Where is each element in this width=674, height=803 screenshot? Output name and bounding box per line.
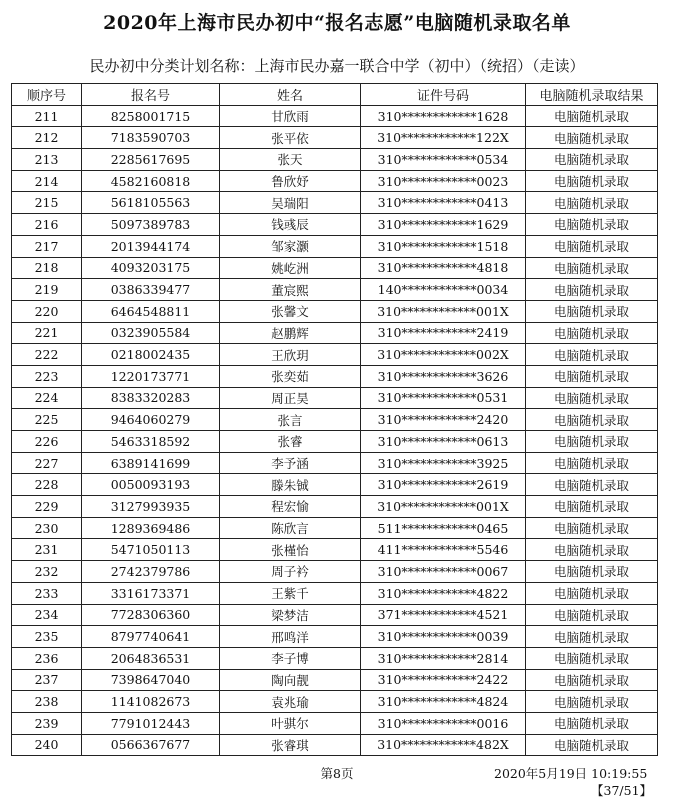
- cell-reg-no: 5097389783: [82, 214, 220, 236]
- cell-id-no: 310************3925: [361, 452, 526, 474]
- cell-name: 周正昊: [220, 387, 361, 409]
- cell-seq: 233: [12, 582, 82, 604]
- table-row: [12, 235, 658, 257]
- cell-id-no: 310************0531: [361, 387, 526, 409]
- cell-reg-no: 1141082673: [82, 691, 220, 713]
- table-row: [12, 474, 658, 496]
- cell-id-no: 310************482X: [361, 734, 526, 756]
- cell-result: 电脑随机录取: [526, 669, 658, 691]
- table-row: [12, 496, 658, 518]
- table-row: [12, 539, 658, 561]
- cell-id-no: 310************2420: [361, 409, 526, 431]
- timestamp: 2020年5月19日 10:19:55: [494, 766, 648, 781]
- cell-reg-no: 5471050113: [82, 539, 220, 561]
- cell-reg-no: 8383320283: [82, 387, 220, 409]
- cell-seq: 229: [12, 496, 82, 518]
- cell-seq: 240: [12, 734, 82, 756]
- cell-result: 电脑随机录取: [526, 365, 658, 387]
- table-row: [12, 387, 658, 409]
- cell-id-no: 310************1518: [361, 235, 526, 257]
- cell-reg-no: 9464060279: [82, 409, 220, 431]
- cell-result: 电脑随机录取: [526, 691, 658, 713]
- table-row: [12, 626, 658, 648]
- cell-result: 电脑随机录取: [526, 474, 658, 496]
- table-row: [12, 170, 658, 192]
- cell-name: 张平依: [220, 127, 361, 149]
- cell-seq: 216: [12, 214, 82, 236]
- cell-reg-no: 7728306360: [82, 604, 220, 626]
- cell-id-no: 310************0534: [361, 149, 526, 171]
- cell-reg-no: 8797740641: [82, 626, 220, 648]
- cell-name: 邹家灏: [220, 235, 361, 257]
- table-row: [12, 105, 658, 127]
- cell-reg-no: 0218002435: [82, 344, 220, 366]
- cell-name: 甘欣雨: [220, 105, 361, 127]
- cell-result: 电脑随机录取: [526, 582, 658, 604]
- cell-seq: 222: [12, 344, 82, 366]
- cell-reg-no: 2064836531: [82, 647, 220, 669]
- cell-result: 电脑随机录取: [526, 105, 658, 127]
- header-result: 电脑随机录取结果: [526, 84, 658, 106]
- table-row: [12, 127, 658, 149]
- cell-reg-no: 8258001715: [82, 105, 220, 127]
- cell-result: 电脑随机录取: [526, 431, 658, 453]
- cell-seq: 214: [12, 170, 82, 192]
- cell-result: 电脑随机录取: [526, 712, 658, 734]
- cell-result: 电脑随机录取: [526, 235, 658, 257]
- cell-name: 张睿: [220, 431, 361, 453]
- table-row: [12, 149, 658, 171]
- table-row: [12, 669, 658, 691]
- table-header-row: [12, 84, 658, 106]
- cell-name: 邢鸣洋: [220, 626, 361, 648]
- table-row: [12, 582, 658, 604]
- header-id-no: 证件号码: [361, 84, 526, 106]
- cell-seq: 220: [12, 300, 82, 322]
- cell-reg-no: 5463318592: [82, 431, 220, 453]
- table-row: [12, 712, 658, 734]
- cell-result: 电脑随机录取: [526, 300, 658, 322]
- cell-result: 电脑随机录取: [526, 127, 658, 149]
- cell-result: 电脑随机录取: [526, 647, 658, 669]
- cell-id-no: 310************3626: [361, 365, 526, 387]
- table-row: [12, 214, 658, 236]
- cell-id-no: 310************2419: [361, 322, 526, 344]
- page-number: 第8页: [320, 766, 354, 781]
- cell-name: 张奕茹: [220, 365, 361, 387]
- cell-result: 电脑随机录取: [526, 170, 658, 192]
- cell-name: 吴瑞阳: [220, 192, 361, 214]
- cell-reg-no: 2742379786: [82, 561, 220, 583]
- cell-name: 滕朱铖: [220, 474, 361, 496]
- cell-name: 姚屹洲: [220, 257, 361, 279]
- cell-reg-no: 7398647040: [82, 669, 220, 691]
- cell-reg-no: 7183590703: [82, 127, 220, 149]
- cell-name: 梁梦洁: [220, 604, 361, 626]
- table-row: [12, 300, 658, 322]
- cell-seq: 230: [12, 517, 82, 539]
- cell-result: 电脑随机录取: [526, 517, 658, 539]
- cell-seq: 219: [12, 279, 82, 301]
- cell-name: 张槿怡: [220, 539, 361, 561]
- plan-subtitle: 民办初中分类计划名称：上海市民办嘉一联合中学（初中）（统招）（走读）: [89, 57, 585, 75]
- cell-name: 王欣玥: [220, 344, 361, 366]
- admission-table: [11, 83, 658, 756]
- cell-reg-no: 6389141699: [82, 452, 220, 474]
- page-count: 【37/51】: [591, 783, 653, 798]
- table-row: [12, 409, 658, 431]
- cell-result: 电脑随机录取: [526, 387, 658, 409]
- cell-name: 程宏愉: [220, 496, 361, 518]
- cell-reg-no: 1220173771: [82, 365, 220, 387]
- table-row: [12, 257, 658, 279]
- cell-id-no: 310************0067: [361, 561, 526, 583]
- cell-name: 张天: [220, 149, 361, 171]
- cell-id-no: 310************2619: [361, 474, 526, 496]
- table-row: [12, 604, 658, 626]
- cell-result: 电脑随机录取: [526, 496, 658, 518]
- cell-result: 电脑随机录取: [526, 344, 658, 366]
- cell-reg-no: 0386339477: [82, 279, 220, 301]
- cell-result: 电脑随机录取: [526, 322, 658, 344]
- cell-reg-no: 0323905584: [82, 322, 220, 344]
- cell-seq: 234: [12, 604, 82, 626]
- cell-seq: 235: [12, 626, 82, 648]
- cell-seq: 231: [12, 539, 82, 561]
- cell-result: 电脑随机录取: [526, 257, 658, 279]
- cell-seq: 217: [12, 235, 82, 257]
- table-row: [12, 517, 658, 539]
- cell-reg-no: 4582160818: [82, 170, 220, 192]
- cell-id-no: 310************4824: [361, 691, 526, 713]
- cell-seq: 215: [12, 192, 82, 214]
- table-row: [12, 561, 658, 583]
- table-row: [12, 365, 658, 387]
- cell-seq: 224: [12, 387, 82, 409]
- cell-name: 董宸熙: [220, 279, 361, 301]
- cell-result: 电脑随机录取: [526, 149, 658, 171]
- cell-id-no: 310************4818: [361, 257, 526, 279]
- cell-seq: 232: [12, 561, 82, 583]
- cell-id-no: 511************0465: [361, 517, 526, 539]
- cell-id-no: 310************001X: [361, 496, 526, 518]
- cell-seq: 212: [12, 127, 82, 149]
- cell-name: 张睿琪: [220, 734, 361, 756]
- cell-id-no: 310************001X: [361, 300, 526, 322]
- table-row: [12, 691, 658, 713]
- cell-result: 电脑随机录取: [526, 539, 658, 561]
- cell-id-no: 310************1629: [361, 214, 526, 236]
- cell-seq: 223: [12, 365, 82, 387]
- cell-seq: 239: [12, 712, 82, 734]
- cell-id-no: 310************002X: [361, 344, 526, 366]
- cell-reg-no: 2285617695: [82, 149, 220, 171]
- cell-seq: 211: [12, 105, 82, 127]
- cell-reg-no: 2013944174: [82, 235, 220, 257]
- header-name: 姓名: [220, 84, 361, 106]
- header-reg-no: 报名号: [82, 84, 220, 106]
- cell-result: 电脑随机录取: [526, 734, 658, 756]
- table-row: [12, 734, 658, 756]
- cell-seq: 218: [12, 257, 82, 279]
- cell-result: 电脑随机录取: [526, 192, 658, 214]
- cell-result: 电脑随机录取: [526, 214, 658, 236]
- cell-name: 张言: [220, 409, 361, 431]
- cell-id-no: 310************4822: [361, 582, 526, 604]
- table-row: [12, 322, 658, 344]
- cell-seq: 226: [12, 431, 82, 453]
- cell-reg-no: 1289369486: [82, 517, 220, 539]
- cell-reg-no: 3127993935: [82, 496, 220, 518]
- table-row: [12, 279, 658, 301]
- cell-name: 钱彧辰: [220, 214, 361, 236]
- cell-seq: 237: [12, 669, 82, 691]
- cell-name: 王紫千: [220, 582, 361, 604]
- cell-seq: 225: [12, 409, 82, 431]
- cell-name: 李予涵: [220, 452, 361, 474]
- cell-seq: 221: [12, 322, 82, 344]
- cell-id-no: 411************5546: [361, 539, 526, 561]
- cell-result: 电脑随机录取: [526, 452, 658, 474]
- cell-id-no: 371************4521: [361, 604, 526, 626]
- cell-result: 电脑随机录取: [526, 409, 658, 431]
- cell-id-no: 310************0016: [361, 712, 526, 734]
- cell-id-no: 140************0034: [361, 279, 526, 301]
- cell-reg-no: 0050093193: [82, 474, 220, 496]
- cell-name: 陈欣言: [220, 517, 361, 539]
- table-row: [12, 452, 658, 474]
- cell-name: 袁兆瑜: [220, 691, 361, 713]
- cell-name: 李子博: [220, 647, 361, 669]
- cell-reg-no: 3316173371: [82, 582, 220, 604]
- cell-result: 电脑随机录取: [526, 279, 658, 301]
- cell-reg-no: 7791012443: [82, 712, 220, 734]
- cell-seq: 236: [12, 647, 82, 669]
- cell-id-no: 310************2422: [361, 669, 526, 691]
- cell-reg-no: 4093203175: [82, 257, 220, 279]
- cell-result: 电脑随机录取: [526, 561, 658, 583]
- cell-name: 周子衿: [220, 561, 361, 583]
- cell-id-no: 310************1628: [361, 105, 526, 127]
- table-row: [12, 431, 658, 453]
- cell-id-no: 310************0413: [361, 192, 526, 214]
- cell-name: 赵鹏辉: [220, 322, 361, 344]
- table-row: [12, 344, 658, 366]
- cell-id-no: 310************0613: [361, 431, 526, 453]
- table-row: [12, 192, 658, 214]
- header-seq: 顺序号: [12, 84, 82, 106]
- cell-name: 叶骐尔: [220, 712, 361, 734]
- cell-reg-no: 5618105563: [82, 192, 220, 214]
- cell-id-no: 310************2814: [361, 647, 526, 669]
- cell-seq: 228: [12, 474, 82, 496]
- cell-result: 电脑随机录取: [526, 626, 658, 648]
- cell-reg-no: 6464548811: [82, 300, 220, 322]
- cell-name: 张馨文: [220, 300, 361, 322]
- cell-id-no: 310************0039: [361, 626, 526, 648]
- cell-name: 陶向靓: [220, 669, 361, 691]
- cell-id-no: 310************0023: [361, 170, 526, 192]
- page-title: 2020年上海市民办初中“报名志愿”电脑随机录取名单: [103, 12, 571, 34]
- cell-reg-no: 0566367677: [82, 734, 220, 756]
- cell-result: 电脑随机录取: [526, 604, 658, 626]
- cell-seq: 213: [12, 149, 82, 171]
- cell-seq: 238: [12, 691, 82, 713]
- cell-name: 鲁欣妤: [220, 170, 361, 192]
- cell-id-no: 310************122X: [361, 127, 526, 149]
- table-row: [12, 647, 658, 669]
- cell-seq: 227: [12, 452, 82, 474]
